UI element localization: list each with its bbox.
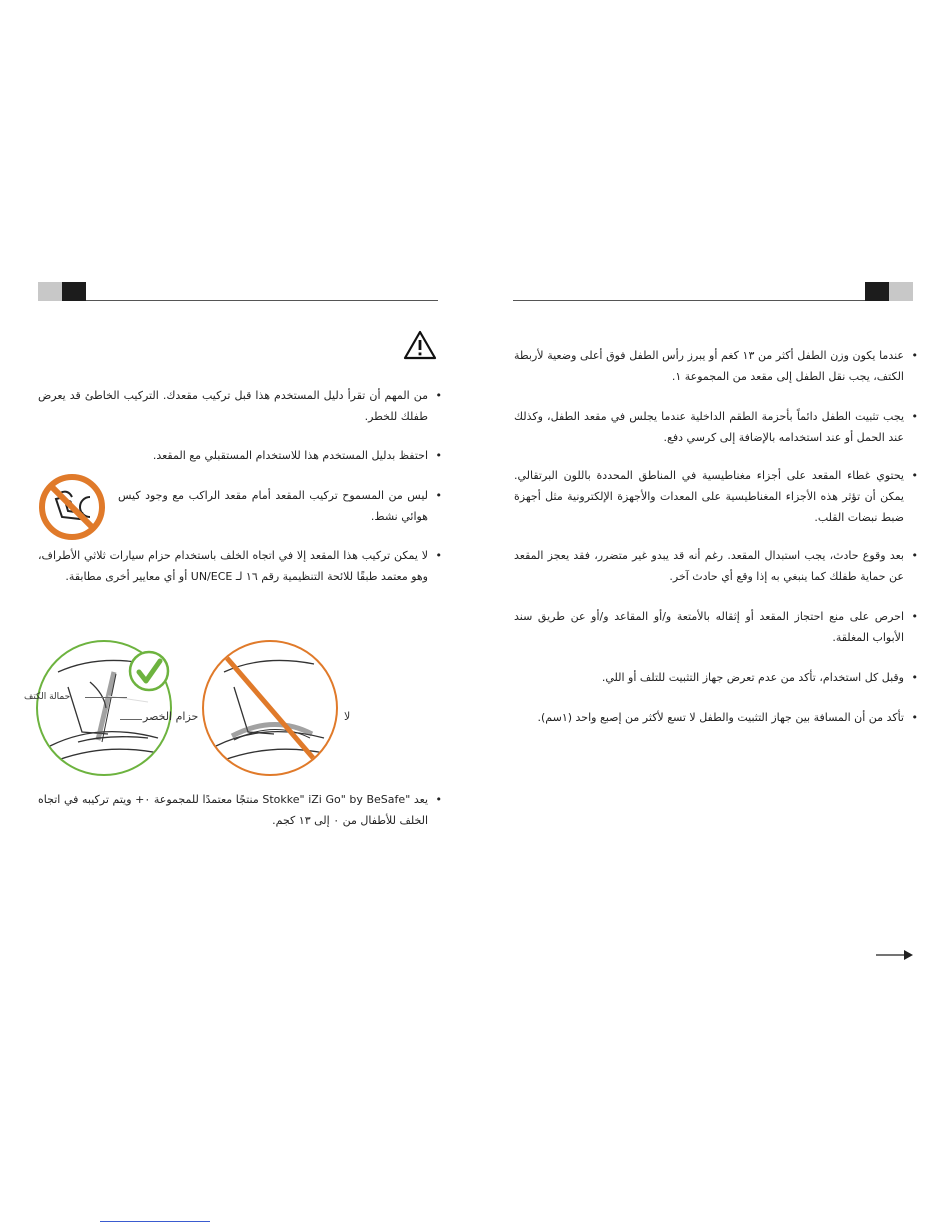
bullet-dot: • — [911, 349, 918, 362]
left-bullet-5-text: يعد "Stokke" iZi Go" by BeSafe منتجًا معتمدًا للمجموعة ٠+ ويتم تركيبه في اتجاه الخلف للأطفال من ٠ إلى ١٣ كجم. — [38, 793, 429, 827]
lap-belt-label: حزام الخصر — [143, 710, 199, 723]
right-bullet-2 — [514, 406, 918, 448]
left-bullet-3-text: ليس من المسموح تركيب المقعد أمام مقعد الراكب مع وجود كيس هوائي نشط. — [118, 489, 428, 523]
right-bullet-1-text: عندما يكون وزن الطفل أكثر من ١٣ كغم أو يبرز رأس الطفل فوق أعلى وضعية لأربطة الكتف، يجب نقل الطفل إلى مقعد من المجموعة ١. — [514, 349, 904, 383]
bullet-dot: • — [435, 389, 442, 402]
bullet-dot: • — [435, 489, 442, 502]
shoulder-strap-label: حمالة الكتف — [24, 692, 71, 702]
right-bullet-4 — [514, 545, 918, 587]
bullet-dot: • — [911, 549, 918, 562]
warning-triangle-icon — [403, 330, 437, 360]
bullet-dot: • — [911, 410, 918, 423]
right-bullet-7-text: تأكد من أن المسافة بين جهاز التثبيت والطفل لا تسع لأكثر من إصبع واحد (١سم). — [537, 711, 904, 724]
left-bullet-4 — [38, 545, 442, 587]
right-bullet-5 — [514, 606, 918, 648]
right-bullet-5-text: احرص على منع احتجاز المقعد أو إثقاله بالأمتعة و/أو المقاعد و/أو عن طريق سند الأبواب المغلقة. — [514, 610, 904, 644]
left-header-rule — [86, 300, 438, 301]
left-bullet-2 — [38, 445, 442, 466]
bullet-dot: • — [911, 610, 918, 623]
arrow-right-icon — [876, 946, 914, 958]
right-header-black-block — [865, 282, 889, 301]
bullet-dot: • — [911, 469, 918, 482]
right-bullet-3 — [514, 465, 918, 528]
left-bullet-4-text: لا يمكن تركيب هذا المقعد إلا في اتجاه الخلف باستخدام حزام سيارات ثلاثي الأطراف، وهو معتمد طبقًا للائحة التنظيمية رقم ١٦ لـ UN/ECE أو أي معايير أخرى مطابقة. — [38, 549, 428, 583]
right-bullet-4-text: بعد وقوع حادث، يجب استبدال المقعد. رغم أنه قد يبدو غير متضرر، فقد يعجز المقعد عن حماية طفلك كما ينبغي به إذا وقع أي حادث آخر. — [514, 549, 904, 583]
bullet-dot: • — [435, 449, 442, 462]
bullet-dot: • — [911, 711, 918, 724]
not-approved-belt-figure — [202, 640, 338, 776]
left-bullet-2-text: احتفظ بدليل المستخدم هذا للاستخدام المستقبلي مع المقعد. — [152, 449, 428, 462]
left-header-black-block — [62, 282, 86, 301]
bullet-dot: • — [435, 549, 442, 562]
right-bullet-3-text: يحتوي غطاء المقعد على أجزاء مغناطيسية في المناطق المحددة باللون البرتقالي. يمكن أن تؤثر هذه الأجزاء المغناطيسية على المعدات والأجهزة الإلكترونية مثل أجهزة ضبط نبضات القلب. — [514, 469, 904, 524]
right-header-gray-block — [889, 282, 913, 301]
bullet-dot: • — [911, 671, 918, 684]
no-airbag-icon — [38, 473, 106, 541]
left-bullet-5 — [38, 789, 442, 831]
lap-label-leader — [120, 719, 142, 720]
right-bullet-1 — [514, 345, 918, 387]
right-bullet-6 — [514, 667, 918, 688]
left-bullet-1-text: من المهم أن تقرأ دليل المستخدم هذا قبل تركيب مقعدك. التركيب الخاطئ قد يعرض طفلك للخطر. — [38, 389, 428, 423]
checkmark-icon — [128, 650, 170, 692]
left-bullet-1 — [38, 385, 442, 427]
left-header-gray-block — [38, 282, 62, 301]
left-bullet-3 — [118, 485, 442, 527]
shoulder-label-leader — [85, 697, 127, 698]
right-header-rule — [513, 300, 865, 301]
right-bullet-2-text: يجب تثبيت الطفل دائماً بأحزمة الطقم الداخلية عندما يجلس في مقعد الطفل، وكذلك عند الحمل أو عند استخدامه بالإضافة إلى كرسي دفع. — [514, 410, 904, 444]
right-bullet-6-text: وقبل كل استخدام، تأكد من عدم تعرض جهاز التثبيت للتلف أو اللي. — [601, 671, 904, 684]
bottom-blue-rule — [100, 1221, 210, 1222]
no-label: لا — [344, 710, 351, 723]
bullet-dot: • — [435, 793, 442, 806]
right-bullet-7 — [514, 707, 918, 728]
